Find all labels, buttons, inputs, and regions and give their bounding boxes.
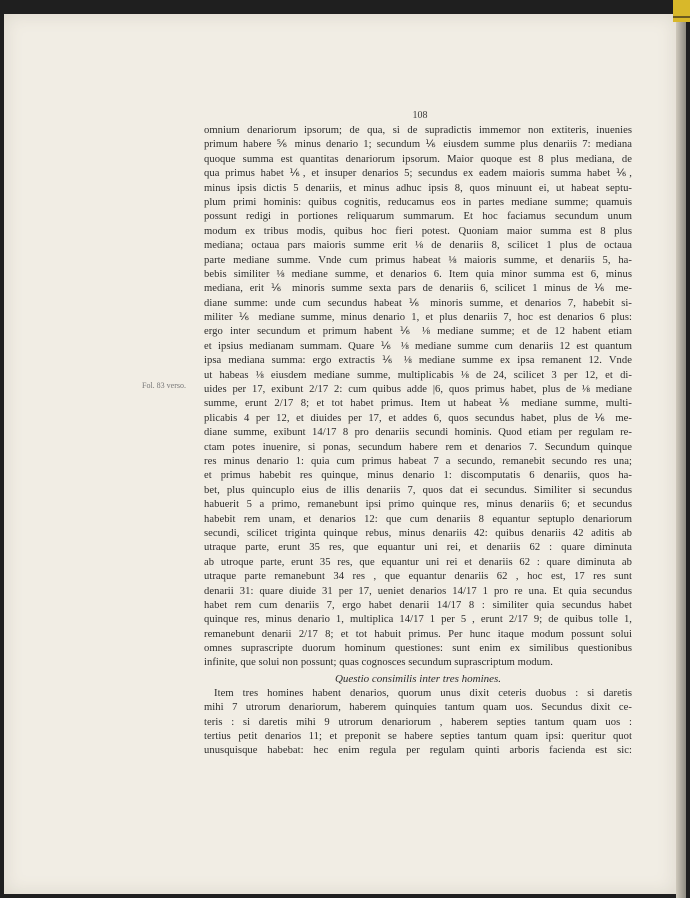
text-line: bebis similiter ⅛ mediane summe, et denarios 6. Item quia minor summa est 6, minus <box>204 268 632 280</box>
text-line: diane summe: unde cum secundus habeat ⅙ minoris summe, et denarios 7, habebit si- <box>204 297 632 309</box>
book-spine-edge <box>676 10 686 898</box>
text-line: utraque parte remanebunt 34 res , que equantur denariis 62 , hoc est, 17 res sunt <box>204 571 632 583</box>
text-line: uides per 17, exibunt 2/17 2: cum quibus adde |6, quos primus habet, plus de ⅛ mediane <box>204 384 632 396</box>
text-line: quinque res, minus denario 1, multiplica 14/17 1 per 5 , erunt 2/17 9; de quibus tolle 1, <box>204 614 632 626</box>
text-line: et ipsius medianam summam. Quare ⅙ ⅛ mediane summe cum denariis 12 est quantum <box>204 340 632 352</box>
text-line: habebit rem unam, et denarios 12: que cum denariis 8 equantur septuplo denariorum <box>204 513 632 525</box>
text-line: militer ⅙ mediane summe, minus denario 1, et plus denariis 7, hoc est denarios 6 plus: <box>204 312 632 324</box>
text-line: ergo inter secundum et primum habent ⅙ ⅛ mediane summe; et de 12 habent etiam <box>204 326 632 338</box>
text-line: quoque summa est quantitas denariorum ipsorum. Maior quoque est 8 plus mediana, de <box>204 153 632 165</box>
text-line: bet, plus quincuplo eius de illis denariis 7, quos dat ei secundus. Similiter si secundus <box>204 484 632 496</box>
text-line: diane summe, exibunt 14/17 8 pro denariis secundi hominis. Quod etiam per regulam re- <box>204 427 632 439</box>
text-line: modum ex tribus modis, quibus hoc fieri potest. Quoniam maior summa est 8 plus <box>204 225 632 237</box>
text-line: remanebunt denarii 2/17 8; et tot habuit primus. Per hunc itaque modum possunt solui <box>204 628 632 640</box>
text-line: denarii 31: quare diuide 31 per 17, ueniet denarios 14/17 1 pro re una. Et quia secundus <box>204 585 632 597</box>
text-line: ctam potes inuenire, si ponas, secundum habere rem et denarios 7. Secundum quinque <box>204 441 632 453</box>
text-line: secundi, scilicet triginta quinque rebus, minus denariis 42: quibus denariis 42 aditis ab <box>204 527 632 539</box>
text-line: minus ipsis dictis 5 denariis, et minus adhuc ipsis 8, quos minuunt ei, ut habeat septu- <box>204 182 632 194</box>
bookmark-tab <box>673 0 690 22</box>
text-line: summe, erunt 2/17 8; et tot habet primus. Item ut habeat ⅙ mediane summe, multi- <box>204 398 632 410</box>
text-line: et primus habebit res quinque, minus denario 1: discomputatis 6 denariis, quos ha- <box>204 470 632 482</box>
text-line: omnium denariorum ipsorum; de qua, si de supradictis immemor non extiteris, inuenies <box>204 125 632 136</box>
text-line: mihi 7 utrorum denariorum, haberem quinquies tantum quam uos. Secundus dixit ce- <box>204 702 632 714</box>
body-text <box>204 124 632 759</box>
text-line: habet rem cum denariis 7, ergo habet denarii 14/17 8 : similiter quia secundus habet <box>204 599 632 611</box>
text-line: parte mediane summe. Vnde cum primus habeat ⅛ maioris summe, et denariis 5, ha- <box>204 254 632 266</box>
text-line: mediana; octaua pars maioris summe erit ⅛ de denariis 8, scilicet 1 plus de octaua <box>204 240 632 252</box>
bookmark-tab-line <box>673 16 690 18</box>
margin-note: Fol. 83 verso. <box>142 381 186 390</box>
text-line: infinite, que solui non possunt; quas cognosces secundum suprascriptum modum. <box>204 657 553 669</box>
text-line: res minus denario 1: quia cum primus habeat 7 a secundo, remanebit secundo res una; <box>204 455 632 467</box>
text-line: tertius petit denarios 11; et preponit se habere septies tantum quam ipsi: queritur quot <box>204 731 632 743</box>
text-line: mediana, erit ⅙ minoris summe sexta pars de denariis 6, scilicet 1 minus de ⅙ me- <box>204 283 632 295</box>
text-line: plicabis 4 per 12, et diuides per 17, et addes 6, quos secundus habet, plus de ⅙ me- <box>204 412 632 424</box>
text-line: ab utroque parte, erunt 35 res, que equantur uni rei et denariis 62 : quare diminuta ab <box>204 556 632 568</box>
text-line: utraque parte, erunt 35 res, que equantur uni rei, et denariis 62 : quare diminuta <box>204 542 632 554</box>
text-line: teris : si daretis mihi 9 utrorum denariorum , haberem septies tantum quam uos : <box>204 716 632 728</box>
text-line: plum primi hominis: quibus cognitis, reducamus eos in partes mediane summe; quamuis <box>204 196 632 208</box>
text-line: unusquisque habebat: hec enim regula per regulam quinti arboris facienda est sic: <box>204 745 632 757</box>
text-line: ipsa mediana summa: ergo extractis ⅙ ⅛ mediane summe ex ipsa remanent 12. Vnde <box>204 355 632 367</box>
section-heading: Questio consimilis inter tres homines. <box>334 672 502 685</box>
text-line: omnes suprascripte duorum hominum questiones: sunt enim ex similibus questionibus <box>204 643 632 655</box>
text-line: ut habeas ⅛ eiusdem mediane summe, multiplicabis ⅛ de 24, scilicet 3 per 12, et di- <box>204 369 632 381</box>
text-line: possunt redigi in portiones reliquarum summarum. Et hoc faciamus secundum unum <box>204 211 632 223</box>
page-number: 108 <box>412 110 428 121</box>
text-line: habuerit 5 a primo, remanebunt ipsi primo quinque res, minus denariis 6; et secundus <box>204 499 632 511</box>
text-line: Item tres homines habent denarios, quorum unus dixit ceteris duobus : si daretis <box>214 687 632 699</box>
text-line: primum habere ⅚ minus denario 1; secundum ⅙ eiusdem summe plus denariis 7: mediana <box>204 139 632 151</box>
text-line: qua primus habet ⅙, et insuper denarios 5; secundus ex eadem maioris summa habet ⅙, <box>204 168 632 180</box>
